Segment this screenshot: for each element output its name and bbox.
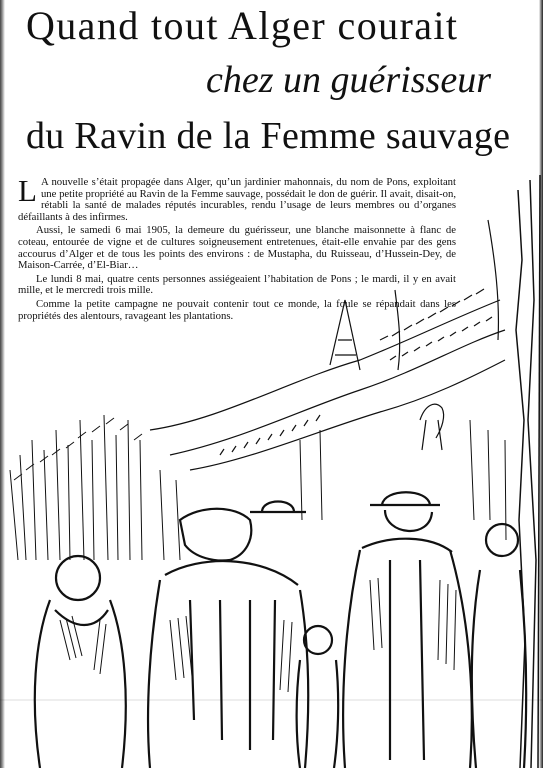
article-body: [18, 173, 456, 324]
title-line-2: chez un guérisseur: [206, 59, 491, 101]
paragraph-3: Le lundi 8 mai, quatre cents personnes assiégeaient l’habitation de Pons ; le mardi, il y en avait mille, et le mercredi trois mille.: [18, 272, 456, 297]
title-line-1: Quand tout Alger courait: [26, 3, 459, 48]
paragraph-4: Comme la petite campagne ne pouvait contenir tout ce monde, la foule se répandait dans les propriétés des alentours, ravageant les plantations.: [18, 297, 456, 322]
right-edge-texture: [516, 175, 540, 768]
crowd-figures: [35, 492, 526, 768]
reeds-hatching: [10, 415, 506, 560]
paragraph-2: Aussi, le samedi 6 mai 1905, la demeure du guérisseur, une blanche maisonnette à flanc de coteau, entourée de vigne et de cultures soigneusement entretenues, était-elle envahie par des gens accourus d’Alger et de tous les points des environs : de Mustapha, du Ruisseau, d’Hussein-Dey, de Maison-Carrée, d’El-Biar…: [18, 224, 456, 272]
paragraph-1-text: A nouvelle s’était propagée dans Alger, qu’un jardinier mahonnais, du nom de Pons, exploitant une petite propriété au Ravin de la Femme sauvage, possédait le don de guérir. Il avait, disait-on, rétabli la santé de malades réputés incurables, rendu l’usage de leurs membres ou d’organes défaillants à des infirmes.: [18, 176, 456, 223]
drop-cap: L: [18, 173, 37, 208]
title-line-3: du Ravin de la Femme sauvage: [26, 115, 511, 157]
paragraph-1: [18, 173, 456, 223]
